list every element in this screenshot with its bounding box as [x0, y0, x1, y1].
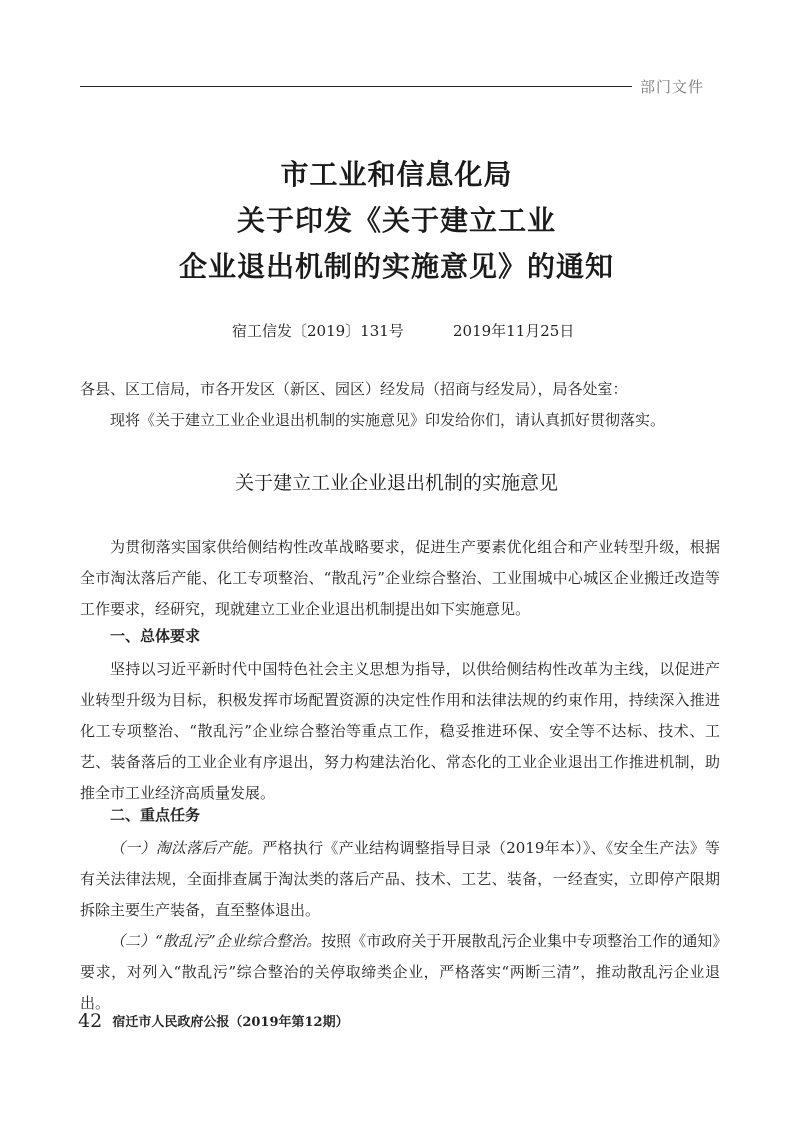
intro-paragraph: 为贯彻落实国家供给侧结构性改革战略要求，促进生产要素优化组合和产业转型升级，根据全市淘汰落后产能、化工专项整治、“散乱污”企业综合整治、工业围城中心城区企业搬迁改造等工作要求，经研究，现就建立工业企业退出机制提出如下实施意见。: [80, 538, 720, 618]
title-line-1: 市工业和信息化局: [280, 158, 513, 191]
document-number: 宿工信发〔2019〕131号: [232, 322, 404, 340]
task-item-2-lead: （二）“散乱污”企业综合整治。: [110, 932, 322, 950]
section-1-body: 坚持以习近平新时代中国特色社会主义思想为指导，以供给侧结构性改革为主线，以促进产业转型升级为目标，积极发挥市场配置资源的决定性作用和法律法规的约束作用，持续深入推进化工专项整治、“散乱污”企业综合整治等重点工作，稳妥推进环保、安全等不达标、技术、工艺、装备落后的工业企业有序退出，努力构建法治化、常态化的工业企业退出工作推进机制，助推全市工业经济高质量发展。: [80, 660, 720, 802]
subtitle: 关于建立工业企业退出机制的实施意见: [234, 472, 558, 494]
document-title: [0, 152, 793, 290]
task-item-1: [80, 833, 720, 926]
task-item-2-body: 按照《市政府关于开展散乱污企业集中专项整治工作的通知》要求，对列入“散乱污”综合整治的关停取缔类企业，严格落实“两断三清”，推动散乱污企业退出。: [80, 932, 720, 1012]
section-2-heading: 二、重点任务: [110, 806, 201, 824]
page-footer: [78, 1010, 349, 1032]
salutation: 各县、区工信局，市各开发区（新区、园区）经发局（招商与经发局），局各处室：: [80, 380, 628, 398]
task-item-1-lead: （一）淘汰落后产能。: [110, 839, 263, 857]
header-rule: [80, 86, 632, 87]
section-1-heading: 一、总体要求: [110, 627, 201, 645]
section-label: 部门文件: [640, 78, 705, 96]
document-date: 2019年11月25日: [453, 322, 575, 340]
notice-body: 现将《关于建立工业企业退出机制的实施意见》印发给你们，请认真抓好贯彻落实。: [110, 411, 666, 429]
journal-name: 宿迁市人民政府公报（2019年第12期）: [112, 1015, 349, 1030]
task-item-2: [80, 926, 720, 1019]
title-line-2: 关于印发《关于建立工业: [236, 204, 556, 237]
page-number: 42: [78, 1010, 103, 1032]
title-line-3: 企业退出机制的实施意见》的通知: [178, 250, 614, 283]
task-item-1-body: 严格执行《产业结构调整指导目录（2019年本）》、《安全生产法》等有关法律法规，全面排查属于淘汰类的落后产品、技术、工艺、装备，一经查实，立即停产限期拆除主要生产装备，直至整体退出。: [80, 839, 720, 919]
